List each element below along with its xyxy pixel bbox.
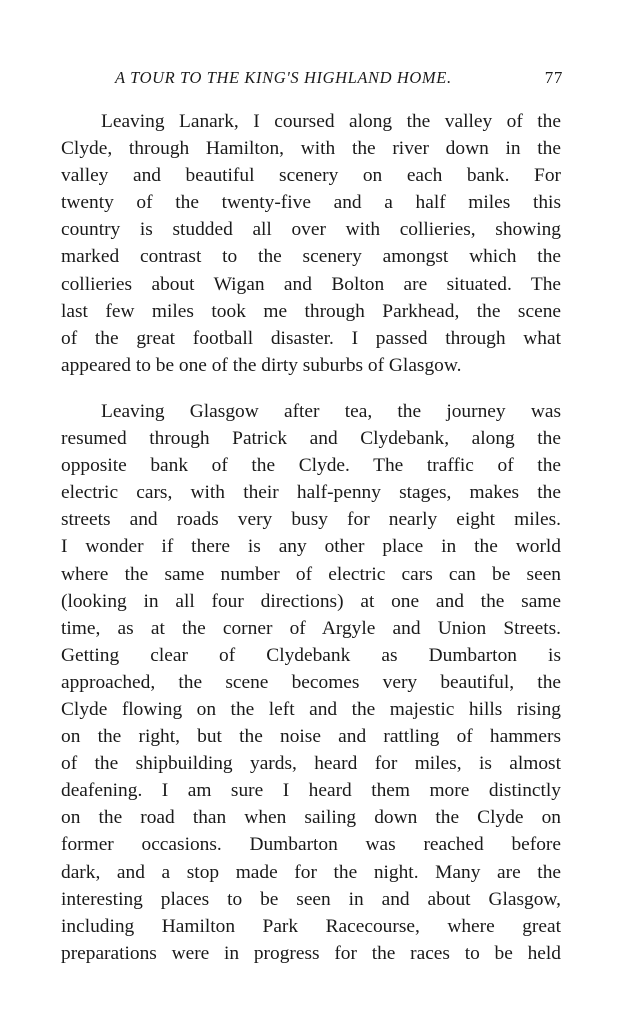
text-line: streets and roads very busy for nearly eight miles. bbox=[61, 509, 561, 531]
text-line: Leaving Lanark, I coursed along the valley of the bbox=[101, 111, 561, 132]
text-line: time, as at the corner of Argyle and Union Streets. bbox=[61, 617, 561, 639]
text-line: (looking in all four directions) at one and the same bbox=[61, 590, 561, 612]
text-line: on the right, but the noise and rattling of hammers bbox=[61, 726, 561, 748]
text-line: I wonder if there is any other place in the world bbox=[61, 536, 561, 558]
text-line: opposite bank of the Clyde. The traffic of the bbox=[61, 455, 561, 477]
text-line: interesting places to be seen in and about Glasgow, bbox=[61, 888, 561, 910]
text-line: Getting clear of Clydebank as Dumbarton is bbox=[61, 644, 561, 666]
text-line: country is studded all over with collieries, showing bbox=[61, 219, 561, 241]
text-line: where the same number of electric cars can be seen bbox=[61, 563, 561, 585]
text-line: appeared to be one of the dirty suburbs of Glasgow. bbox=[61, 354, 462, 376]
text-line: former occasions. Dumbarton was reached before bbox=[61, 834, 561, 856]
text-line: last few miles took me through Parkhead, the scene bbox=[61, 300, 561, 322]
text-line: dark, and a stop made for the night. Many are the bbox=[61, 861, 561, 883]
text-line: Leaving Glasgow after tea, the journey was bbox=[101, 400, 561, 422]
paragraph-2 bbox=[61, 398, 561, 967]
text-line: preparations were in progress for the races to be held bbox=[61, 942, 561, 964]
page-header bbox=[60, 68, 565, 92]
text-line: deafening. I am sure I heard them more distinctly bbox=[61, 780, 561, 802]
text-line: on the road than when sailing down the Clyde on bbox=[61, 807, 561, 829]
page-number: 77 bbox=[544, 68, 563, 87]
paragraph-1 bbox=[61, 108, 561, 379]
text-line: approached, the scene becomes very beautiful, the bbox=[61, 671, 561, 693]
text-line: twenty of the twenty-five and a half miles this bbox=[61, 192, 561, 214]
text-line: of the great football disaster. I passed through what bbox=[61, 327, 561, 349]
text-line: Clyde, through Hamilton, with the river down in the bbox=[61, 138, 561, 160]
body-text bbox=[61, 108, 561, 967]
text-line: of the shipbuilding yards, heard for miles, is almost bbox=[61, 753, 561, 775]
text-line: including Hamilton Park Racecourse, where great bbox=[61, 915, 561, 937]
text-line: marked contrast to the scenery amongst which the bbox=[61, 246, 561, 268]
text-line: collieries about Wigan and Bolton are situated. The bbox=[61, 273, 561, 295]
text-line: electric cars, with their half-penny stages, makes the bbox=[61, 482, 561, 504]
paragraph-gap bbox=[61, 379, 561, 398]
text-line: valley and beautiful scenery on each bank. For bbox=[61, 165, 561, 187]
text-line: Clyde flowing on the left and the majestic hills rising bbox=[61, 698, 561, 720]
text-line: resumed through Patrick and Clydebank, along the bbox=[61, 428, 561, 450]
running-title: A TOUR TO THE KING'S HIGHLAND HOME. bbox=[115, 68, 452, 87]
